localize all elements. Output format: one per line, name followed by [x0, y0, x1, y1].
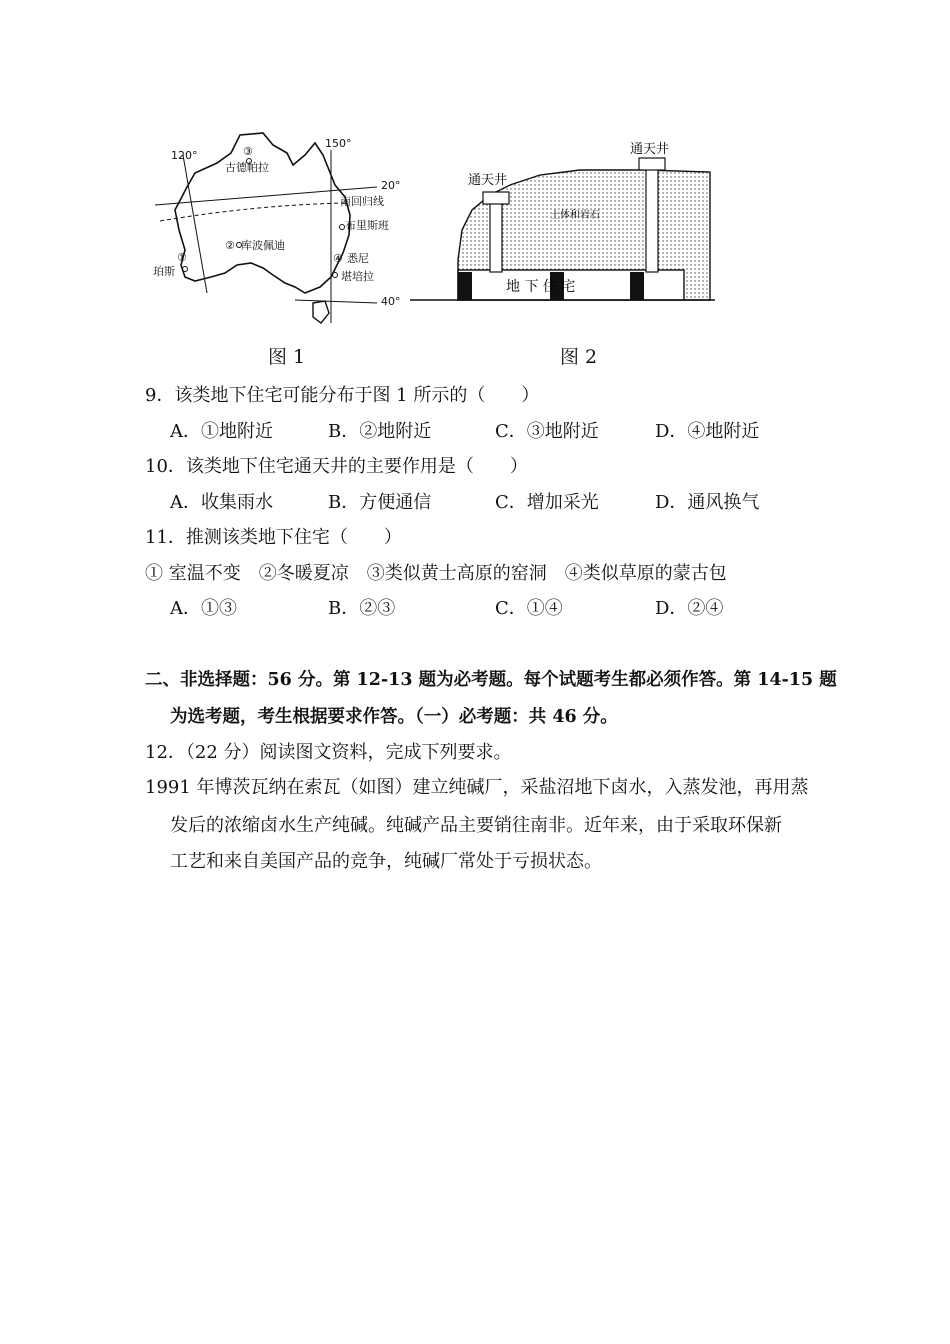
q11-option-a: A．①③ [170, 598, 237, 619]
question-12-stem: 12．（22 分）阅读图文资料，完成下列要求。 [145, 742, 512, 763]
city-dot-brisbane [340, 225, 345, 230]
city-perth: 珀斯 [153, 265, 175, 278]
shaft-right-cap [639, 158, 665, 170]
figure-2-caption: 图 2 [560, 346, 598, 368]
question-9-stem: 9．该类地下住宅可能分布于图 1 所示的（ ） [145, 385, 540, 406]
figure-1-caption: 图 1 [268, 346, 306, 368]
figure-2-diagram [410, 140, 715, 310]
q9-option-d: D．④地附近 [655, 421, 760, 442]
q9-option-c: C．③地附近 [495, 421, 599, 442]
house-label: 地 下 住 宅 [506, 279, 576, 295]
q12-paragraph-line-2: 发后的浓缩卤水生产纯碱。纯碱产品主要销往南非。近年来，由于采取环保新 [170, 815, 782, 836]
tropic-label: 南回归线 [340, 195, 384, 208]
q12-paragraph-line-3: 工艺和来自美国产品的竞争，纯碱厂常处于亏损状态。 [170, 851, 602, 872]
q11-option-b: B．②③ [328, 598, 396, 619]
underground-dwelling-svg [410, 140, 715, 310]
mark-4: ④ [333, 252, 343, 265]
mark-3: ③ [243, 145, 253, 158]
section-2-heading-line-1: 二、非选择题：56 分。第 12-13 题为必考题。每个试题考生都必须作答。第 14-15 题 [145, 670, 837, 690]
mark-1: ① [177, 251, 187, 264]
tasmania [313, 301, 329, 323]
shaft-right-label: 通天井 [630, 142, 670, 157]
city-dot-perth [183, 267, 188, 272]
shaft-right [646, 168, 658, 272]
meridian-120 [183, 155, 207, 293]
q9-option-a: A．①地附近 [170, 421, 273, 442]
australia-coastline [175, 133, 350, 293]
q10-option-c: C．增加采光 [495, 492, 599, 513]
q11-option-c: C．①④ [495, 598, 563, 619]
city-sydney: 悉尼 [347, 252, 369, 265]
pillar-left [458, 272, 472, 300]
city-kubopeidi: 库波佩迪 [241, 239, 285, 252]
city-brisbane: 布里斯班 [345, 219, 389, 232]
q10-option-a: A．收集雨水 [170, 492, 273, 513]
tropic-line [160, 203, 345, 221]
section-2-heading-line-2: 为选考题，考生根据要求作答。（一）必考题：共 46 分。 [170, 707, 618, 727]
city-dot-hobart [333, 273, 338, 278]
soil-label: 土体和岩石 [550, 210, 600, 221]
lat-20-label: 20° [381, 179, 401, 192]
city-hobart: 堪培拉 [341, 270, 374, 283]
australia-map-svg [145, 125, 410, 330]
q9-option-b: B．②地附近 [328, 421, 432, 442]
q12-paragraph-line-1: 1991 年博茨瓦纳在索瓦（如图）建立纯碱厂，采盐沼地下卤水，入蒸发池，再用蒸 [145, 777, 809, 798]
question-10-stem: 10．该类地下住宅通天井的主要作用是（ ） [145, 456, 528, 477]
parallel-40 [295, 300, 377, 303]
question-11-stem: 11．推测该类地下住宅（ ） [145, 527, 402, 548]
question-11-statements: ① 室温不变 ②冬暖夏凉 ③类似黄士高原的窑洞 ④类似草原的蒙古包 [145, 563, 727, 584]
lat-40-label: 40° [381, 295, 401, 308]
q11-option-d: D．②④ [655, 598, 724, 619]
shaft-left-cap [483, 192, 509, 204]
city-gudepadi: 古德帕拉 [225, 161, 269, 174]
lon-150-label: 150° [325, 137, 352, 150]
figure-1-map [145, 125, 410, 330]
mark-2: ② [225, 239, 235, 252]
q10-option-b: B．方便通信 [328, 492, 432, 513]
q10-option-d: D．通风换气 [655, 492, 760, 513]
lon-120-label: 120° [171, 149, 198, 162]
shaft-left-label: 通天井 [468, 173, 508, 188]
pillar-right [630, 272, 644, 300]
shaft-left [490, 202, 502, 272]
